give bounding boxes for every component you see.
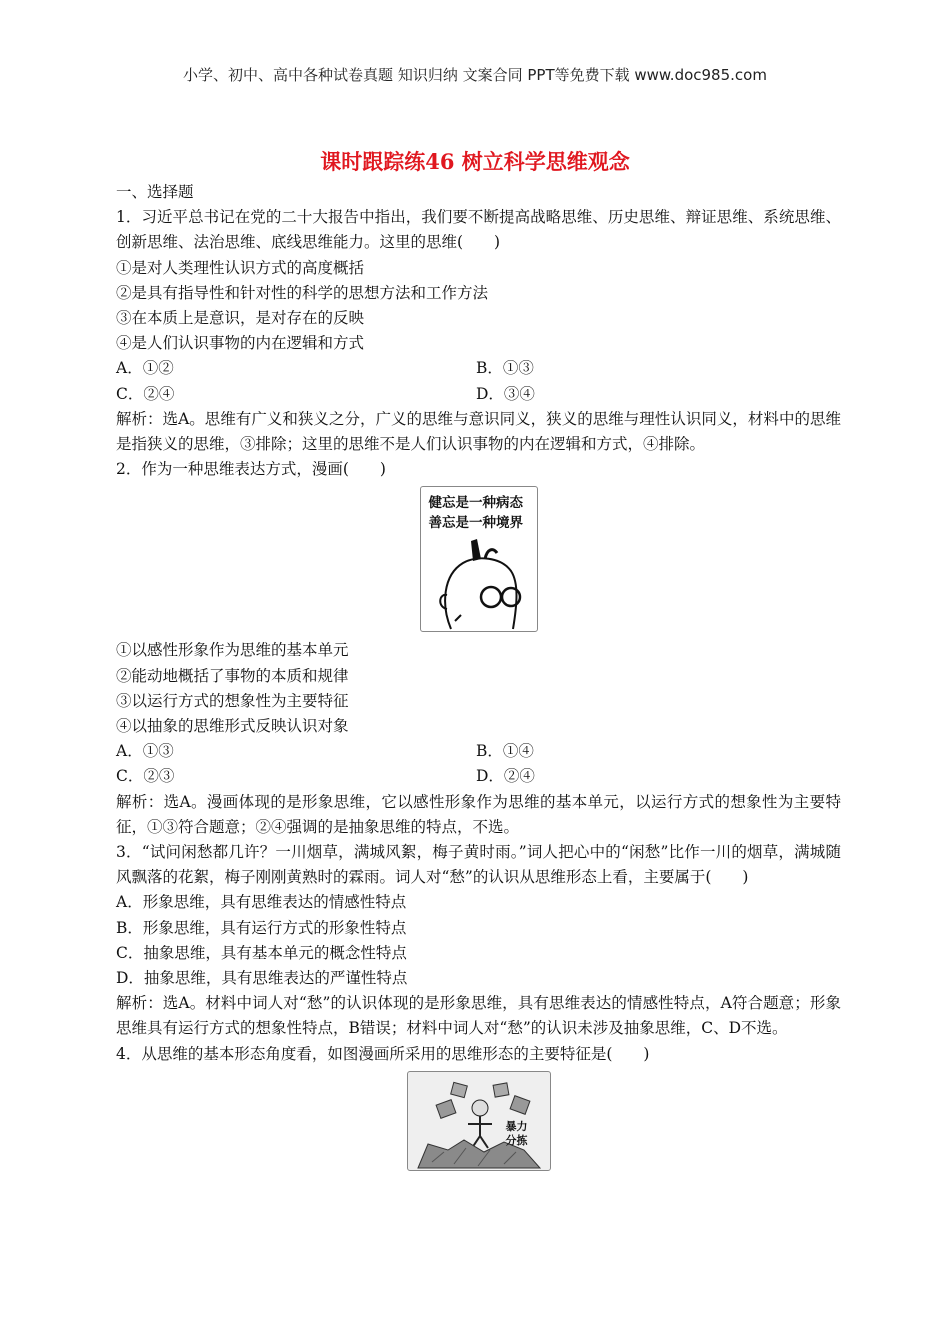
q2-option-b: B．①④ xyxy=(476,742,534,761)
q1-analysis: 解析：选A。思维有广义和狭义之分，广义的思维与意识同义，狭义的思维与理性认识同义，材料中的思维是指狭义的思维，③排除；这里的思维不是人们认识事物的内在逻辑和方式，④排除。 xyxy=(116,409,841,454)
q1-options-row xyxy=(116,382,841,407)
q3-stem: 3．“试问闲愁都几许？一川烟草，满城风絮，梅子黄时雨。”词人把心中的“闲愁”比作一川的烟草，满城随风飘落的花絮，梅子刚刚黄熟时的霖雨。词人对“愁”的认识从思维形态上看，主要属于( ) xyxy=(116,843,841,887)
q2-item: ②能动地概括了事物的本质和规律 xyxy=(116,666,349,685)
q1-item: ③在本质上是意识，是对存在的反映 xyxy=(116,309,365,328)
q3-analysis: 解析：选A。材料中词人对“愁”的认识体现的是形象思维，具有思维表达的情感性特点，A符合题意；形象思维具有运行方式的想象性特点，B错误；材料中词人对“愁”的认识未涉及抽象思维，C、D不选。 xyxy=(116,994,841,1038)
q2-item: ③以运行方式的想象性为主要特征 xyxy=(116,691,349,710)
q2-options-row xyxy=(116,739,841,764)
q1-option-d: D．③④ xyxy=(476,384,535,403)
q3-option-a: A．形象思维，具有思维表达的情感性特点 xyxy=(116,893,407,912)
q2-item: ④以抽象的思维形式反映认识对象 xyxy=(116,717,349,736)
q3-option-d: D．抽象思维，具有思维表达的严谨性特点 xyxy=(116,969,408,988)
document-body xyxy=(116,180,841,1177)
q2-options-row xyxy=(116,764,841,789)
q1-options-row xyxy=(116,356,841,381)
cartoon-head-icon xyxy=(421,535,537,631)
parcel-sorting-cartoon-icon xyxy=(408,1072,550,1170)
site-header: 小学、初中、高中各种试卷真题 知识归纳 文案合同 PPT等免费下载 www.doc985.com xyxy=(183,66,767,84)
q2-analysis: 解析：选A。漫画体现的是形象思维，它以感性形象作为思维的基本单元，以运行方式的想象性为主要特征，①③符合题意；②④强调的是抽象思维的特点，不选。 xyxy=(116,792,841,836)
q2-cartoon-caption: 健忘是一种病态 善忘是一种境界 xyxy=(428,495,523,532)
q1-option-a: A．①② xyxy=(116,359,174,378)
section-heading: 一、选择题 xyxy=(116,183,194,201)
q2-option-c: C．②③ xyxy=(116,767,175,786)
q4-cartoon-caption: 暴力 分拣 xyxy=(505,1119,528,1147)
q3-option-b: B．形象思维，具有运行方式的形象性特点 xyxy=(116,918,407,937)
q4-stem: 4．从思维的基本形态角度看，如图漫画所采用的思维形态的主要特征是( ) xyxy=(116,1044,650,1063)
q1-item: ②是具有指导性和针对性的科学的思想方法和工作方法 xyxy=(116,283,489,302)
q1-stem: 1．习近平总书记在党的二十大报告中指出，我们要不断提高战略思维、历史思维、辩证思维、系统思维、创新思维、法治思维、底线思维能力。这里的思维( ) xyxy=(116,208,841,252)
q2-item: ①以感性形象作为思维的基本单元 xyxy=(116,641,349,660)
q3-option-c: C．抽象思维，具有基本单元的概念性特点 xyxy=(116,943,407,962)
page-title: 课时跟踪练46 树立科学思维观念 xyxy=(320,149,630,174)
q1-option-c: C．②④ xyxy=(116,384,175,403)
q1-option-b: B．①③ xyxy=(476,359,534,378)
q2-option-a: A．①③ xyxy=(116,742,174,761)
q1-item: ④是人们认识事物的内在逻辑和方式 xyxy=(116,334,365,353)
q2-cartoon-figure xyxy=(420,486,538,632)
q2-option-d: D．②④ xyxy=(476,767,535,786)
q1-item: ①是对人类理性认识方式的高度概括 xyxy=(116,258,365,277)
q4-cartoon-figure xyxy=(407,1071,551,1171)
q2-stem: 2．作为一种思维表达方式，漫画( ) xyxy=(116,460,386,479)
